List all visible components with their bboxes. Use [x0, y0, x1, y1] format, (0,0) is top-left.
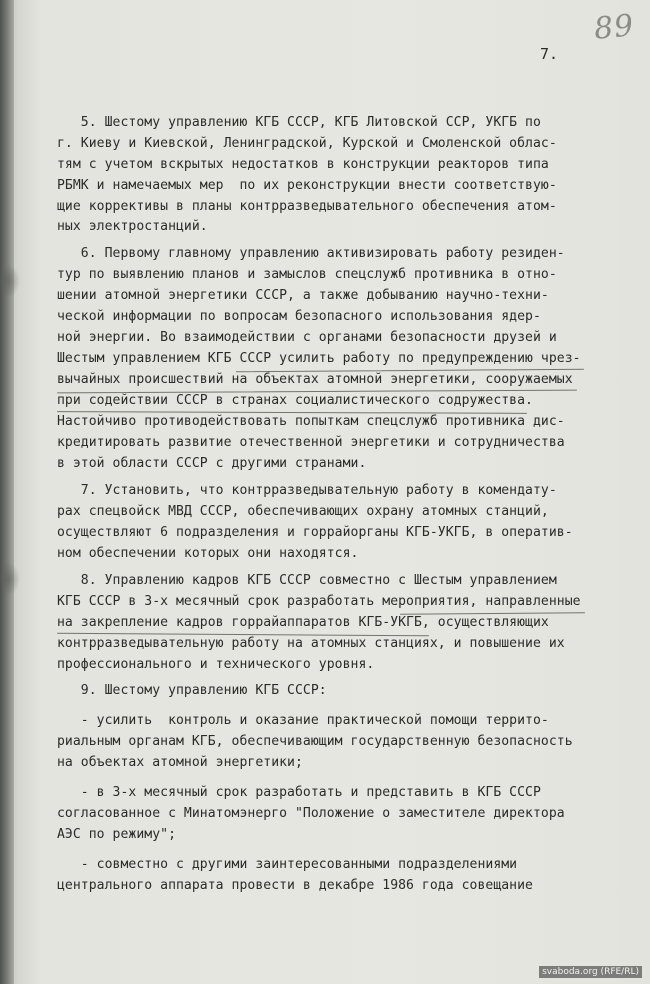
text-line: ных электростанций.: [57, 219, 208, 234]
text-line: РБМК и намечаемых мер по их реконструкции внести соответствую-: [57, 178, 557, 193]
text-line: кредитировать развитие отечественной энергетики и сотрудничества: [57, 435, 565, 450]
text-line: в этой области СССР с другими странами.: [57, 456, 367, 471]
text-line: контрразведывательную работу на атомных станциях, и повышение их: [57, 636, 565, 651]
text-line: шении атомной энергетики СССР, а также добыванию научно-техни-: [57, 288, 549, 303]
page-number: 7.: [540, 45, 559, 63]
text-line: щие коррективы в планы контрразведывательного обеспечения атом-: [57, 199, 557, 214]
text-line: при содействии СССР в странах социалистического содружества.: [57, 393, 533, 408]
text-line: 6. Первому главному управлению активизировать работу резиден-: [57, 246, 565, 261]
text-line: ном обеспечении которых они находятся.: [57, 546, 359, 561]
handwritten-page-number: 89: [592, 7, 636, 48]
text-line: 7. Установить, что контрразведывательную работу в комендату-: [57, 483, 557, 498]
text-line: - совместно с другими заинтересованными подразделениями: [57, 857, 518, 872]
text-line: 8. Управлению кадров КГБ СССР совместно с Шестым управлением: [57, 573, 557, 588]
text-line: КГБ СССР в 3-х месячный срок разработать мероприятия, направленные: [57, 594, 581, 609]
text-line: Настойчиво противодействовать попыткам спецслужб противника дис-: [57, 414, 565, 429]
text-line: тям с учетом вскрытых недостатков в конструкции реакторов типа: [57, 157, 549, 172]
text-line: вычайных происшествий на объектах атомной энергетики, сооружаемых: [57, 372, 573, 387]
text-line: рах спецвойск МВД СССР, обеспечивающих охрану атомных станций,: [57, 504, 549, 519]
text-line: риальным органам КГБ, обеспечивающим государственную безопасность: [57, 734, 573, 749]
text-line: центрального аппарата провести в декабре 1986 года совещание: [57, 878, 533, 893]
text-line: профессионального и технического уровня.: [57, 657, 375, 672]
text-line: тур по выявлению планов и замыслов спецслужб противника в отно-: [57, 267, 557, 282]
text-line: ной энергии. Во взаимодействии с органами безопасности друзей и: [57, 330, 557, 345]
text-line: 5. Шестому управлению КГБ СССР, КГБ Литовской ССР, УКГБ по: [57, 115, 541, 130]
text-line: 9. Шестому управлению КГБ СССР:: [57, 683, 327, 698]
text-line: на закрепление кадров горрайаппаратов КГБ-УКГБ, осуществляющих: [57, 615, 549, 630]
text-line: - усилить контроль и оказание практической помощи террито-: [57, 713, 549, 728]
text-line: АЭС по режиму";: [57, 827, 176, 842]
text-line: осуществляют 6 подразделения и горрайорганы КГБ-УКГБ, в оператив-: [57, 525, 573, 540]
text-line: - в 3-х месячный срок разработать и представить в КГБ СССР: [57, 785, 541, 800]
text-line: на объектах атомной энергетики;: [57, 755, 303, 770]
source-watermark: svaboda.org (RFE/RL): [539, 966, 642, 978]
text-line: согласованное с Минатомэнерго "Положение о заместителе директора: [57, 806, 565, 821]
text-line: ческой информации по вопросам безопасного использования ядер-: [57, 309, 541, 324]
text-line: г. Киеву и Киевской, Ленинградской, Курской и Смоленской облас-: [57, 136, 557, 151]
text-line: Шестым управлением КГБ СССР усилить работу по предупреждению чрез-: [57, 351, 581, 366]
